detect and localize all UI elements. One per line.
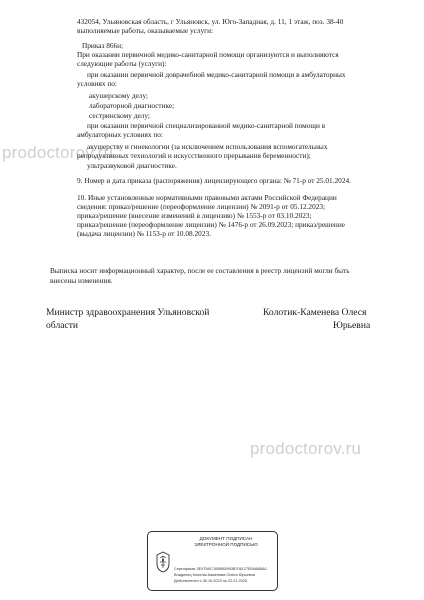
order-reference: Приказ 866н; bbox=[82, 41, 124, 50]
stamp-certificate: Сертификат 3E475817455883993B706127B39A8BA0 bbox=[174, 567, 267, 571]
works-heading: выполняемые работы, оказываемые услуги: bbox=[77, 26, 214, 35]
watermark-right: prodoctorov.ru bbox=[250, 439, 362, 458]
signatory-title-line-1: Министр здравоохранения Ульяновской bbox=[46, 307, 210, 318]
obgyn-line-2: репродуктивных технологий и искусственного прерывания беременности); bbox=[77, 151, 311, 160]
item-10-line-3: приказ/решение (внесение изменений в лицензию) № 1553-р от 03.10.2023; bbox=[77, 211, 312, 220]
intro-line-1: При оказании первичной медико-санитарной помощи организуются и выполняются bbox=[77, 50, 339, 59]
service-obstetric: акушерскому делу; bbox=[89, 91, 149, 100]
signatory-title-line-2: области bbox=[46, 320, 79, 331]
item-9-order-number: 9. Номер и дата приказа (распоряжения) лицензирующего органа: № 71-р от 25.01.2024. bbox=[77, 176, 351, 185]
primary-pre-medical-line-2: условиях по: bbox=[77, 79, 117, 88]
service-lab-diagnostics: лабораторной диагностике; bbox=[89, 101, 175, 110]
notice-line-2: внесены изменения. bbox=[50, 276, 113, 285]
primary-specialized-line-2: амбулаторных условиях по: bbox=[77, 130, 163, 139]
ultrasound-diagnostics: ультразвуковой диагностике. bbox=[87, 161, 177, 170]
item-10-line-5: (выдача лицензии) № 1153-р от 10.08.2023. bbox=[77, 229, 211, 238]
signatory-name-line-2: Юрьевна bbox=[333, 320, 371, 331]
stamp-validity: Действителен с 30.10.2023 по 22.01.2025 bbox=[174, 579, 247, 583]
address-line: 432054, Ульяновская область, г Ульяновск, ул. Юго-Западная, д. 11, 1 этаж, поз. 38-40 bbox=[77, 17, 344, 26]
stamp-title-line-2: ЭЛЕКТРОННОЙ ПОДПИСЬЮ bbox=[194, 542, 258, 547]
watermark-left: prodoctorov.ru bbox=[2, 143, 114, 162]
item-10-line-4: приказ/решение (переоформление лицензии) № 1476-р от 26.09.2023; приказ/решение bbox=[77, 220, 345, 229]
primary-pre-medical-line-1: при оказании первичной доврачебной медико-санитарной помощи в амбулаторных bbox=[87, 70, 346, 79]
item-10-line-1: 10. Иные установленные нормативными правовыми актами Российской Федерации bbox=[77, 193, 337, 202]
notice-line-1: Выписка носит информационный характер, после ее составления в реестр лицензий могли быть bbox=[50, 266, 350, 275]
electronic-signature-stamp bbox=[147, 531, 278, 591]
service-nursing: сестринскому делу; bbox=[89, 111, 150, 120]
stamp-title-line-1: ДОКУМЕНТ ПОДПИСАН bbox=[199, 536, 253, 541]
intro-line-2: следующие работы (услуги): bbox=[77, 59, 167, 68]
primary-specialized-line-1: при оказании первичной специализированной медико-санитарной помощи в bbox=[87, 121, 326, 130]
obgyn-line-1: акушерству и гинекологии (за исключением использования вспомогательных bbox=[87, 142, 328, 151]
item-10-line-2: сведения: приказ/решение (переоформление лицензии) № 2091-р от 05.12.2023; bbox=[77, 202, 326, 211]
coat-of-arms-icon bbox=[154, 551, 172, 573]
signatory-name-line-1: Колотик-Каменева Олеся bbox=[263, 307, 367, 318]
stamp-owner: Владелец Колотик-Каменева Олеся Юрьевна bbox=[174, 573, 255, 577]
